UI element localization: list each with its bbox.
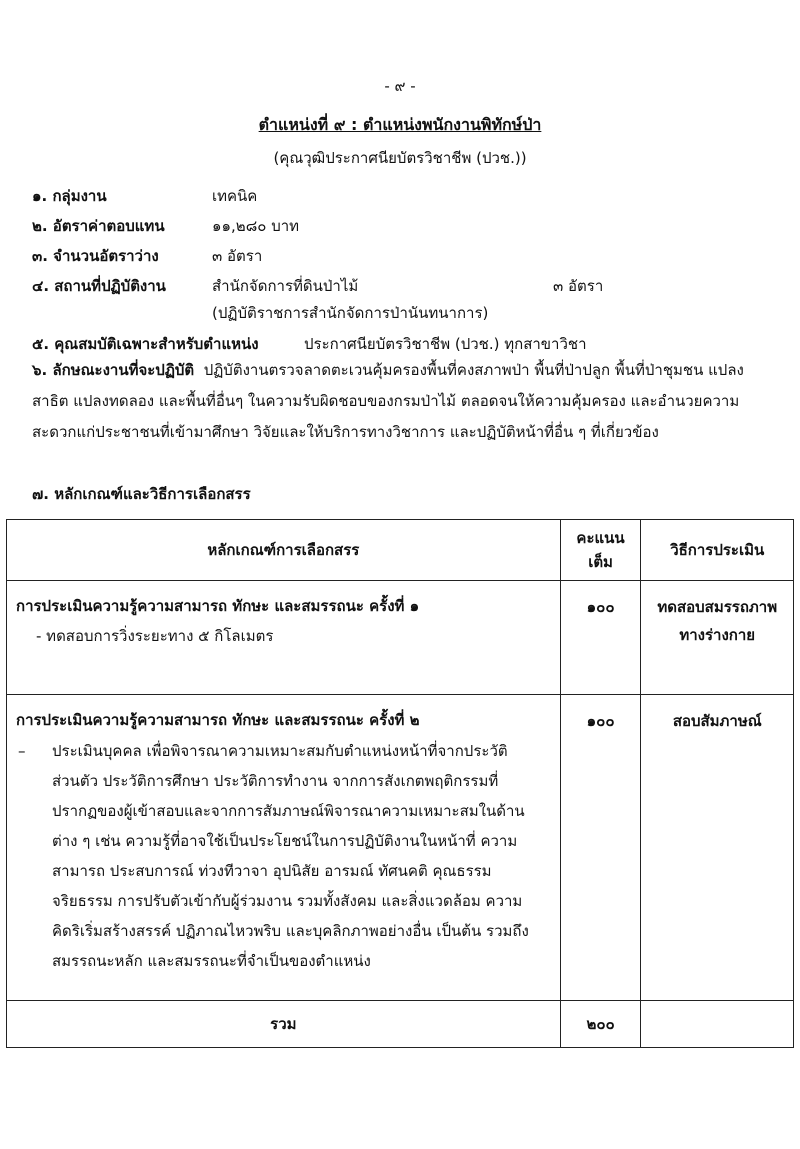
page-number: - ๙ - (384, 77, 416, 95)
total-method-empty (641, 1001, 794, 1048)
item-workplace (32, 274, 604, 298)
item-group-value: เทคนิค (212, 187, 258, 205)
total-label: รวม (7, 1001, 561, 1048)
row2-title: การประเมินความรู้ความสามารถ ทักษะ และสมรรถนะ ครั้งที่ ๒ (16, 711, 420, 729)
item-qualification (32, 332, 587, 356)
item-salary-label: ๒. อัตราค่าตอบแทน (32, 217, 165, 235)
row2-detail-text: ประเมินบุคคล เพื่อพิจารณาความเหมาะสมกับตำแหน่งหน้าที่จากประวัติส่วนตัว ประวัติการศึกษา ประวัติการทำงาน จากการสังเกตพฤติกรรมที่ปรากฏของผู้เข้าสอบและจากการสัมภาษณ์พิจารณาความเหมาะสมในด้านต่าง ๆ เช่น ความรู้ที่อาจใช้เป็นประโยชน์ในการปฏิบัติงานในหน้าที่ ความสามารถ ประสบการณ์ ท่วงทีวาจา อุปนิสัย อารมณ์ ทัศนคติ คุณธรรม จริยธรรม การปรับตัวเข้ากับผู้ร่วมงาน รวมทั้งสังคม และสิ่งแวดล้อม ความคิดริเริ่มสร้างสรรค์ ปฏิภาณไหวพริบ และบุคลิกภาพอย่างอื่น เป็นต้น รวมถึงสมรรถนะหลัก และสมรรถนะที่จำเป็นของตำแหน่ง (52, 742, 529, 970)
header-criteria: หลักเกณฑ์การเลือกสรร (7, 520, 561, 581)
row1-detail: - ทดสอบการวิ่งระยะทาง ๕ กิโลเมตร (36, 627, 274, 645)
row2-method (641, 695, 794, 1001)
item-salary-value: ๑๑,๒๘๐ บาท (212, 217, 300, 235)
item-salary (32, 214, 300, 238)
row1-score: ๑๐๐ (560, 581, 641, 695)
item-workplace-value: สำนักจัดการที่ดินป่าไม้ (212, 277, 359, 295)
row1-title: การประเมินความรู้ความสามารถ ทักษะ และสมรรถนะ ครั้งที่ ๑ (16, 597, 420, 615)
item-criteria-heading-label: ๗. หลักเกณฑ์และวิธีการเลือกสรร (32, 485, 251, 503)
position-title-text: ตำแหน่งที่ ๙ : ตำแหน่งพนักงานพิทักษ์ป่า (258, 115, 542, 134)
table-total-row (7, 1001, 794, 1048)
header-score (560, 520, 641, 581)
total-score: ๒๐๐ (560, 1001, 641, 1048)
item-vacancies-label: ๓. จำนวนอัตราว่าง (32, 247, 159, 265)
item-qualification-value: ประกาศนียบัตรวิชาชีพ (ปวช.) ทุกสาขาวิชา (304, 335, 587, 353)
item-criteria-heading (32, 482, 251, 506)
row1-method (641, 581, 794, 695)
position-title (0, 113, 800, 138)
item-duties-text: ปฏิบัติงานตรวจลาดตะเวนคุ้มครองพื้นที่คงสภาพป่า พื้นที่ป่าปลูก พื้นที่ป่าชุมชน แปลงสาธิต แปลงทดลอง และพื้นที่อื่นๆ ในความรับผิดชอบของกรมป่าไม้ ตลอดจนให้ความคุ้มครอง และอำนวยความสะดวกแก่ประชาชนที่เข้ามาศึกษา วิจัยและให้บริการทางวิชาการ และปฏิบัติหน้าที่อื่น ๆ ที่เกี่ยวข้อง (32, 361, 744, 441)
row2-detail (8, 732, 559, 976)
item-group (32, 184, 258, 208)
item-duties (32, 355, 774, 448)
header-method: วิธีการประเมิน (641, 520, 794, 581)
item-duties-label: ๖. ลักษณะงานที่จะปฏิบัติ (32, 361, 195, 379)
row1-method-line2: ทางร่างกาย (679, 626, 756, 644)
item-workplace-count: ๓ อัตรา (553, 277, 604, 295)
table-row (7, 695, 794, 1001)
row2-method-line1: สอบสัมภาษณ์ (672, 712, 762, 730)
row2-dash: – (18, 742, 26, 760)
item-workplace-label: ๔. สถานที่ปฏิบัติงาน (32, 277, 166, 295)
selection-criteria-table (6, 519, 794, 1048)
row1-method-line1: ทดสอบสมรรถภาพ (657, 598, 778, 616)
item-workplace-note: (ปฏิบัติราชการสำนักจัดการป่านันทนาการ) (212, 304, 489, 322)
item-qualification-label: ๕. คุณสมบัติเฉพาะสำหรับตำแหน่ง (32, 335, 259, 353)
header-score-line1: คะแนน (576, 529, 625, 547)
row1-criteria (7, 581, 561, 695)
item-vacancies (32, 244, 263, 268)
position-subtitle: (คุณวุฒิประกาศนียบัตรวิชาชีพ (ปวช.)) (273, 149, 527, 167)
header-score-line2: เต็ม (588, 553, 613, 571)
row2-score: ๑๐๐ (560, 695, 641, 1001)
table-header-row (7, 520, 794, 581)
item-vacancies-value: ๓ อัตรา (212, 247, 263, 265)
row2-criteria (7, 695, 561, 1001)
table-row (7, 581, 794, 695)
item-group-label: ๑. กลุ่มงาน (32, 187, 107, 205)
